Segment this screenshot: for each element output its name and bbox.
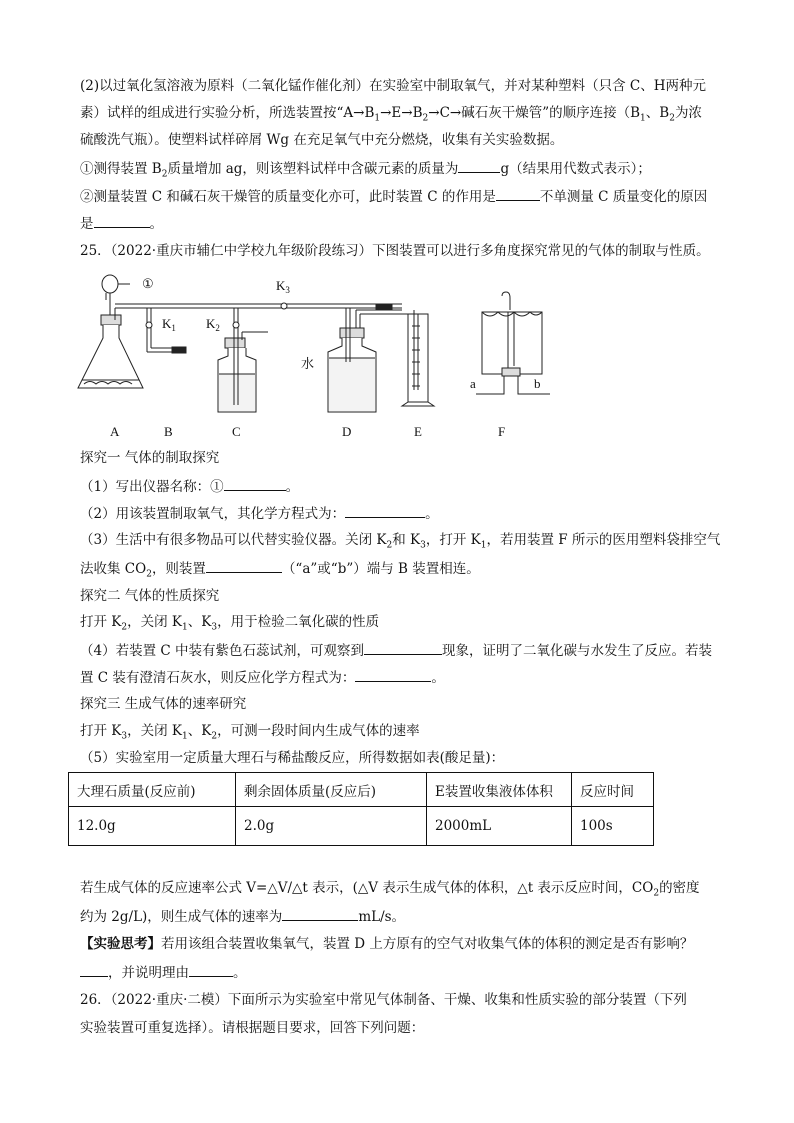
section-2-title: 探究二 气体的性质探究	[80, 588, 220, 604]
table-cell: 12.0g	[69, 807, 236, 846]
section-3-title: 探究三 生成气体的速率研究	[80, 696, 247, 712]
table-header-row	[69, 773, 654, 807]
table-row	[69, 807, 654, 846]
rate-formula-line-1: 若生成气体的反应速率公式 V=△V/△t 表示，(△V 表示生成气体的体积，△t 表示反应时间，$CO_2$的密度	[80, 880, 700, 899]
answer-blank[interactable]	[94, 213, 150, 228]
label-water: 水	[301, 356, 315, 371]
answer-blank[interactable]	[355, 667, 431, 682]
answer-blank[interactable]	[364, 640, 442, 655]
answer-blank[interactable]	[206, 558, 282, 573]
q25-part-5: （5）实验室用一定质量大理石与稀盐酸反应，所得数据如表(酸足量)：	[80, 750, 505, 766]
svg-text:K2: $K_2$	[206, 316, 220, 333]
label-a: a	[470, 376, 476, 391]
q25-heading: 25．（2022·重庆市辅仁中学校九年级阶段练习）下图装置可以进行多角度探究常见的气体的制取与性质。	[80, 243, 710, 259]
apparatus-c-bottle	[218, 332, 268, 412]
answer-blank[interactable]	[345, 503, 425, 518]
q24-line-6: 是 。	[80, 213, 720, 234]
q25-part-2: （2）用该装置制取氧气，其化学方程式为： 。	[80, 503, 720, 524]
svg-text:K1: $K_1$	[162, 316, 176, 333]
label-E: E	[414, 424, 422, 439]
q25-part-1: （1）写出仪器名称：① 。	[80, 476, 720, 497]
rate-formula-line-2: 约为 2g/L)，则生成气体的速率为 mL/s。	[80, 906, 720, 927]
section-1-title: 探究一 气体的制取探究	[80, 450, 220, 466]
q24-line-4: ①测得装置 $B_2$质量增加 ag，则该塑料试样中含碳元素的质量为 g（结果用代数式表示）；	[80, 158, 720, 185]
svg-text:K3: $K_3$	[276, 278, 290, 295]
label-A: A	[110, 424, 120, 439]
table-cell: 2000mL	[427, 807, 572, 846]
q25-part-3-line-2: 法收集 $CO_2$，则装置 （“a”或“b”）端与 B 装置相连。	[80, 558, 720, 585]
table-header-cell: E装置收集液体体积	[427, 773, 572, 807]
label-b: b	[534, 376, 541, 391]
section-3-instruction: 打开 $K_3$，关闭 $K_1$、$K_2$，可测一段时间内生成气体的速率	[80, 723, 420, 742]
answer-blank[interactable]	[496, 186, 540, 201]
answer-blank[interactable]	[458, 158, 500, 173]
q24-line-1: (2)以过氧化氢溶液为原料（二氧化锰作催化剂）在实验室中制取氧气，并对某种塑料（只含 C、H两种元	[80, 78, 707, 94]
table-header-cell: 反应时间	[572, 773, 654, 807]
answer-blank[interactable]	[224, 476, 286, 491]
apparatus-d-bottle	[328, 304, 406, 412]
table-cell: 100s	[572, 807, 654, 846]
apparatus-e-cylinder	[402, 310, 434, 406]
thinking-heading: 【实验思考】	[80, 936, 161, 952]
label-C: C	[232, 424, 241, 439]
section-2-instruction: 打开 $K_2$，关闭 $K_1$、$K_3$，用于检验二氧化碳的性质	[80, 614, 380, 633]
answer-blank[interactable]	[80, 962, 108, 977]
q24-line-3: 硫酸洗气瓶）。使塑料试样碎屑 Wg 在充足氧气中充分燃烧，收集有关实验数据。	[80, 132, 564, 148]
q25-part-4-line-2: 置 C 装有澄清石灰水，则反应化学方程式为： 。	[80, 667, 720, 688]
answer-blank[interactable]	[189, 962, 233, 977]
thinking-line-1: 【实验思考】若用该组合装置收集氧气，装置 D 上方原有的空气对收集气体的体积的测定是否有影响？	[80, 936, 694, 952]
q26-line-2: 实验装置可重复选择）。请根据题目要求，回答下列问题：	[80, 1020, 425, 1036]
label-F: F	[498, 424, 506, 439]
q24-line-5: ②测量装置 C 和碱石灰干燥管的质量变化亦可，此时装置 C 的作用是 不单测量 C 质量变化的原因	[80, 186, 720, 207]
label-circle-1: ①	[142, 276, 154, 291]
q25-part-4-line-1: （4）若装置 C 中装有紫色石蕊试剂，可观察到 现象，证明了二氧化碳与水发生了反应。若装	[80, 640, 720, 661]
q24-line-2: 素）试样的组成进行实验分析，所选装置按“$A\to B_1\to E\to B_2\to C\to$碱石灰干燥管”的顺序连接（$B_1$、$B_2$为浓	[80, 105, 702, 124]
table-cell: 2.0g	[236, 807, 427, 846]
data-table	[68, 772, 654, 846]
apparatus-diagram	[72, 270, 572, 442]
table-header-cell: 剩余固体质量(反应后)	[236, 773, 427, 807]
q25-part-3-line-1: （3）生活中有很多物品可以代替实验仪器。关闭 $K_2$和 $K_3$，打开 $K_1$，若用装置 F 所示的医用塑料袋排空气	[80, 532, 721, 551]
thinking-line-2: ，并说明理由 。	[80, 962, 720, 983]
answer-blank[interactable]	[282, 906, 358, 921]
table-header-cell: 大理石质量(反应前)	[69, 773, 236, 807]
label-B: B	[164, 424, 173, 439]
label-D: D	[342, 424, 352, 439]
q26-line-1: 26．（2022·重庆·二模）下面所示为实验室中常见气体制备、干燥、收集和性质实验的部分装置（下列	[80, 992, 687, 1008]
